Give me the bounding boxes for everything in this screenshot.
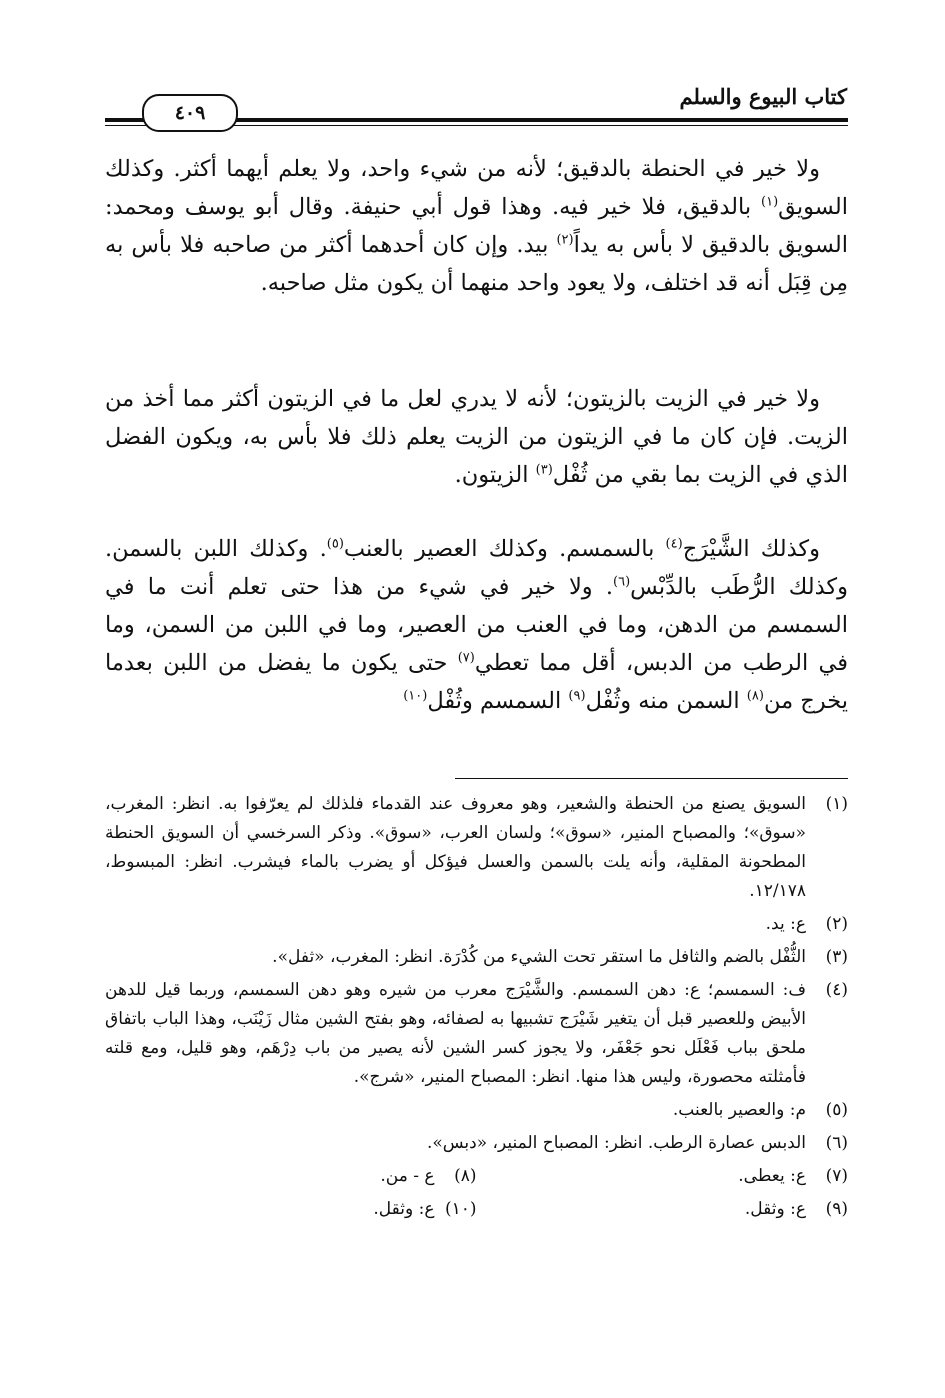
text-segment: الزيتون. [454,462,536,488]
text-segment: حتى يكون ما يفضل من اللبن بعدما يخرج من [105,650,848,714]
footnote [105,1195,477,1224]
footnote [105,943,848,972]
footnote-ref[interactable]: (٢) [556,232,574,248]
footnote [477,1195,849,1224]
text-segment: ولا خير في الزيت بالزيتون؛ لأنه لا يدري لعل ما في الزيتون أكثر مما أخذ من الزيت. فإن كان ما في الزيتون من الزيت يعلم ذلك فلا بأس به، ويكون الفضل الذي في الزيت بما بقي من ثُفْل [105,386,848,488]
text-segment: بالدقيق، فلا خير فيه. وهذا قول أبي حنيفة. وقال أبو يوسف ومحمد: السويق بالدقيق لا بأس به يداً [105,194,849,258]
footnote-text: ع: وثقل. [744,1199,806,1219]
footnote-ref[interactable]: (١٠) [403,688,428,704]
footnote-text: ع: يعطى. [738,1166,806,1186]
text-segment: . وكذلك اللبن بالسمن. وكذلك الرُّطَب بالدِّبْس [105,536,849,600]
footnote-ref[interactable]: (٤) [665,536,683,552]
footnote-text: الدبس عصارة الرطب. انظر: المصباح المنير، «دبس». [426,1133,806,1153]
footnote-separator [455,778,848,779]
footnote-text: ع: وثقل. [373,1199,435,1219]
running-header-title: كتاب البيوع والسلم [679,84,847,109]
footnote-number: (٥) [825,1100,848,1120]
main-text [105,380,848,494]
footnote-number: (٩) [825,1199,848,1219]
footnote-number: (٢) [825,914,848,934]
text-segment: السمسم وثُفْل [427,688,569,714]
footnote-number: (٣) [825,947,848,967]
footnote-text: م: والعصير بالعنب. [672,1100,806,1120]
paragraph-1 [105,150,848,302]
main-text [105,530,848,720]
footnote [477,1162,849,1191]
footnote-number: (٨) [454,1166,477,1186]
footnote-ref[interactable]: (٥) [326,536,344,552]
paragraph-2 [105,380,848,494]
text-segment: . ولا خير في شيء من هذا حتى تعلم أنت ما في السمسم من الدهن، وما في العنب من العصير، وما في اللبن من السمن، وما في الرطب من الدبس، أقل مما تعطي [105,574,848,676]
text-segment: السمن منه وثُفْل [585,688,747,714]
footnote-number: (٦) [825,1133,848,1153]
footnote [105,1096,848,1125]
footnote-ref[interactable]: (١) [761,194,779,210]
footnote-ref[interactable]: (٩) [568,688,586,704]
footnote [105,976,848,1092]
footnote-ref[interactable]: (٦) [613,574,631,590]
footnote-text: ف: السمسم؛ ع: دهن السمسم. والشَّيْرَج معرب من شيره وهو دهن السمسم، وربما قيل للدهن الأبيض وللعصير قبل أن يتغير شَيْرَج تشبيها به لصفائه، وهو بفتح الشين مثال زَيْنَب، وهذا الباب باتفاق ملحق بباب فَعْلَل نحو جَعْفَر، ولا يجوز كسر الشين لأنه يصير من باب دِرْهَم، وهو قليل، ومع قلته فأمثلته محصورة، وليس هذا منها. انظر: المصباح المنير، «شرج». [105,980,806,1087]
footnote-ref[interactable]: (٣) [535,462,553,478]
footnote-number: (١٠) [444,1199,477,1219]
footnote-text: ع - من. [380,1166,435,1186]
footnotes [105,790,848,1228]
text-segment: وكذلك الشَّيْرَج [682,536,820,562]
footnote [105,1162,477,1191]
text-segment: بالسمسم. وكذلك العصير بالعنب [343,536,666,562]
footnote [105,1129,848,1158]
text-segment: بيد. وإن كان أحدهما أكثر من صاحبه فلا بأس به مِن قِبَل أنه قد اختلف، ولا يعود واحد منهما أن يكون مثل صاحبه. [105,232,848,296]
footnote-text: السويق يصنع من الحنطة والشعير، وهو معروف عند القدماء فلذلك لم يعرّفوا به. انظر: المغرب، «سوق»؛ والمصباح المنير، «سوق»؛ ولسان العرب، «سوق». وذكر السرخسي أن السويق الحنطة المطحونة المقلية، وأنه يلت بالسمن والعسل فيؤكل أو يضرب بالماء فيشرب. انظر: المبسوط، ١٢/١٧٨. [105,794,806,901]
text-segment: ولا خير في الحنطة بالدقيق؛ لأنه من شيء واحد، ولا يعلم أيهما أكثر. وكذلك السويق [105,156,848,220]
footnote [105,910,848,939]
footnote [105,790,848,906]
footnote-ref[interactable]: (٧) [457,650,475,666]
main-text [105,150,848,302]
footnote-ref[interactable]: (٨) [746,688,764,704]
footnote-row [105,1195,848,1224]
footnote-row [105,1162,848,1191]
paragraph-3 [105,530,848,720]
page-number: ٤٠٩ [142,94,238,132]
footnote-text: ع: يد. [765,914,806,934]
footnote-number: (١) [825,794,848,814]
footnote-text: الثُّفْل بالضم والثافل ما استقر تحت الشيء من كُدْرَة. انظر: المغرب، «ثفل». [272,947,806,967]
footnote-number: (٧) [825,1166,848,1186]
footnote-number: (٤) [825,980,848,1000]
